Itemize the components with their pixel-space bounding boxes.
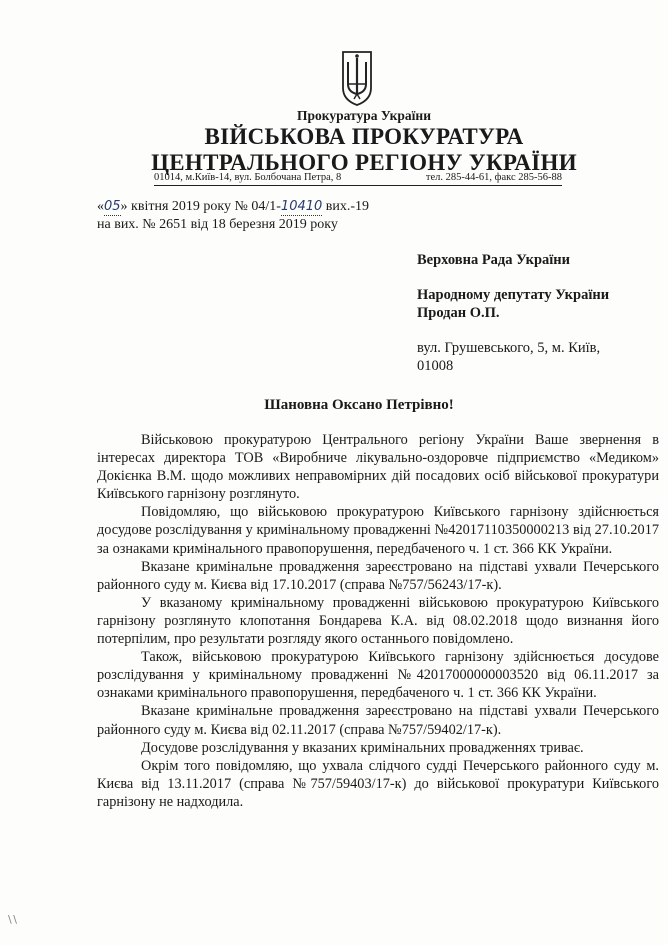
paragraph: Військовою прокуратурою Центрального регіону України Ваше звернення в інтересах директора ТОВ «Виробниче лікувально-оздоровче підприємство «Медиком» Докієнка В.М. щодо можливих неправомірних дій посадових осіб військової прокуратури Київського гарнізону розглянуто. (97, 432, 659, 503)
trident-emblem-icon (340, 50, 374, 106)
outgoing-date-line: «05» квітня 2019 року № 04/1-10410 вих.-19 (97, 199, 370, 214)
agency-phones: тел. 285-44-61, факс 285-56-88 (425, 172, 562, 183)
paragraph: Вказане кримінальне провадження зареєстровано на підставі ухвали Печерського районного суду м. Києва від 17.10.2017 (справа №757/56243/17-к). (97, 558, 659, 593)
paragraph: Вказане кримінальне провадження зареєстровано на підставі ухвали Печерського районного суду м. Києва від 02.11.2017 (справа №757/59402/17-к). (97, 703, 659, 738)
margin-marks: \ \ (8, 913, 16, 926)
salutation: Шановна Оксано Петрівно! (264, 397, 454, 413)
agency-parent: Прокуратура України (297, 108, 431, 123)
recipient-name: Продан О.П. (417, 305, 500, 321)
header-address-line (154, 172, 562, 186)
paragraph: Окрім того повідомляю, що ухвала слідчого судді Печерського районного суду м. Києва від 13.11.2017 (справа №757/59403/17-к) до військової прокуратури Київського гарнізону не надходила. (97, 757, 659, 810)
recipient-org: Верховна Рада України (417, 252, 570, 268)
paragraph: У вказаному кримінальному провадженні військовою прокуратурою Київського гарнізону розглянуто клопотання Бондарева К.А. від 08.02.2018 щодо визнання його потерпілим, про результати розгляду якого останнього повідомлено. (97, 594, 659, 648)
incoming-reference: на вих. № 2651 від 18 березня 2019 року (97, 217, 338, 232)
recipient-address-line2: 01008 (417, 358, 454, 374)
recipient-address-line1: вул. Грушевського, 5, м. Київ, (417, 340, 601, 356)
handwritten-number: 10410 (280, 199, 323, 214)
paragraph: Також, військовою прокуратурою Київського гарнізону здійснюється досудове розслідування у кримінальному провадженні №42017000000003520 від 06.11.2017 за ознаками кримінального правопорушення, передбаченого ч. 1 ст. 366 КК України. (97, 649, 659, 702)
letter-body (97, 431, 659, 811)
paragraph: Досудове розслідування у вказаних кримінальних провадженнях триває. (141, 739, 584, 756)
paragraph: Повідомляю, що військовою прокуратурою Київського гарнізону здійснюється досудове розслідування у кримінальному провадженні №42017110350000213 від 27.10.2017 за ознаками кримінального правопорушення, передбаченого ч. 1 ст. 366 КК України. (97, 504, 659, 557)
agency-name-line2: ЦЕНТРАЛЬНОГО РЕГІОНУ УКРАЇНИ (151, 150, 577, 175)
agency-name-line1: ВІЙСЬКОВА ПРОКУРАТУРА (204, 124, 524, 149)
recipient-title: Народному депутату України (417, 287, 610, 303)
outgoing-number-block (97, 198, 369, 233)
agency-address: 01014, м.Київ-14, вул. Болбочана Петра, 8 (154, 172, 342, 183)
handwritten-day: 05 (104, 199, 121, 214)
